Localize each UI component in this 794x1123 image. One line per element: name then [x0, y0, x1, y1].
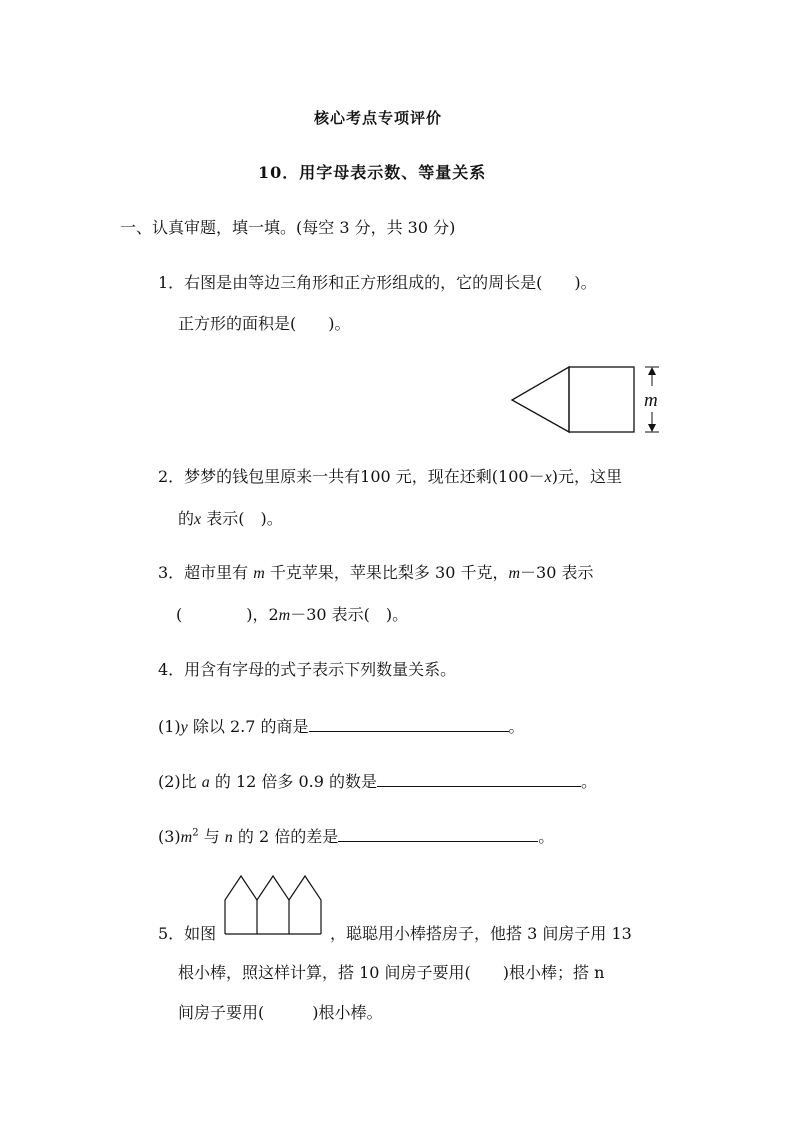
q4-stem: 4．用含有字母的式子表示下列数量关系。 [158, 660, 457, 679]
q5-line3: 间房子要用( )根小棒。 [178, 1003, 383, 1022]
q4-sub1: (1)y 除以 2.7 的商是 。 [158, 717, 525, 736]
triangle-shape [512, 367, 569, 432]
q4-sub2: (2)比 a 的 12 倍多 0.9 的数是 。 [158, 772, 598, 791]
q4-sub3: $(3)m^2$ 与 n 的 2 倍的差是 。 [158, 827, 555, 846]
triangle-square-figure [505, 360, 675, 440]
page-subtitle: 10．用字母表示数、等量关系 [258, 163, 487, 182]
section-heading: 一、认真审题，填一填。(每空 3 分，共 30 分) [120, 218, 456, 237]
house-2 [257, 876, 289, 934]
q3-line1: 3．超市里有 m 千克苹果，苹果比梨多 30 千克，m－30 表示 [158, 563, 594, 582]
q5-line2: 根小棒，照这样计算，搭 10 间房子要用( )根小棒；搭 n [178, 963, 605, 982]
q1-line2: 正方形的面积是( )。 [178, 314, 351, 333]
page-title: 核心考点专项评价 [314, 109, 443, 127]
q3-line2: ( )，2m－30 表示( )。 [176, 605, 409, 624]
house-3 [289, 876, 321, 934]
q2-line1: 2．梦梦的钱包里原来一共有100 元，现在还剩(100－x)元，这里 [158, 467, 622, 486]
answer-blank-1[interactable] [309, 715, 509, 732]
square-shape [569, 367, 634, 432]
q5-line1-a: 5．如图 [158, 924, 217, 943]
q2-line2: 的x 表示( )。 [178, 509, 283, 528]
house-1 [225, 876, 257, 934]
q5-line1-b: ，聪聪用小棒搭房子，他搭 3 间房子用 13 [330, 924, 632, 943]
answer-blank-3[interactable] [338, 825, 538, 842]
answer-blank-2[interactable] [377, 770, 581, 787]
q1-line1: 1．右图是由等边三角形和正方形组成的，它的周长是( )。 [158, 273, 597, 292]
houses-figure [222, 872, 328, 938]
figure-label-m: m [644, 390, 658, 411]
